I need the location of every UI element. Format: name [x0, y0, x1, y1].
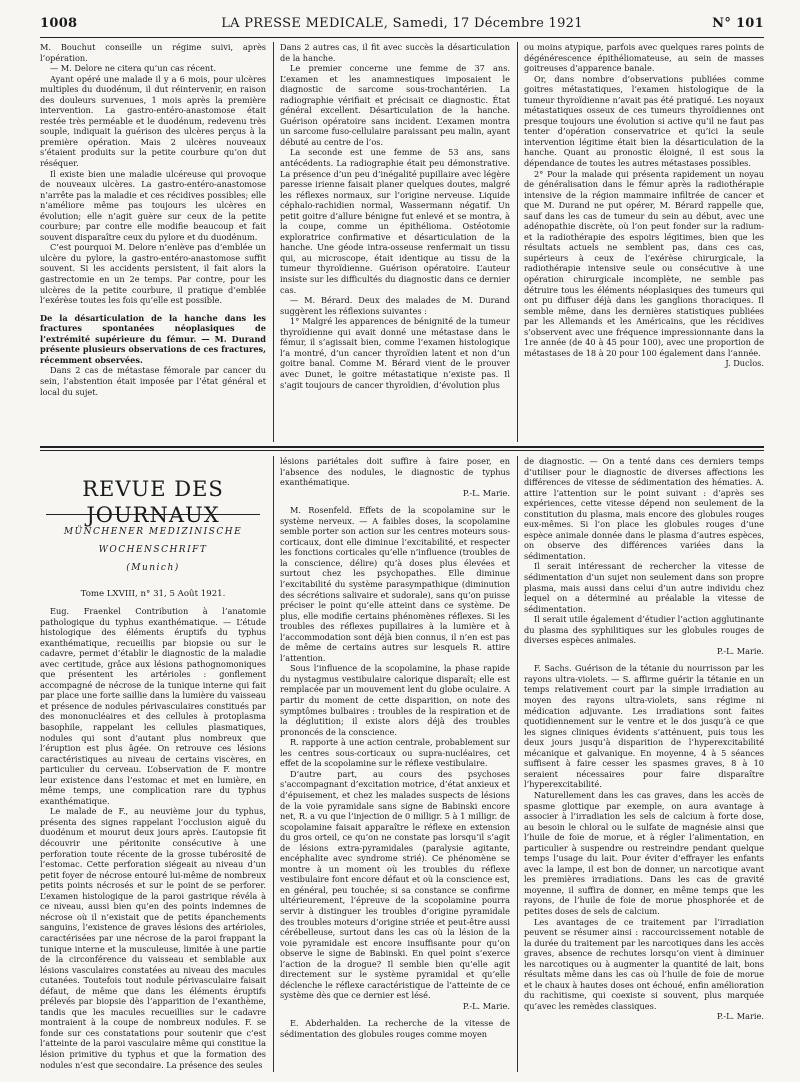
paragraph: Il existe bien une maladie ulcéreuse qui provoque de nouveaux ulcères. La gastro-entéro-anastomose n’arrête pas la maladie et ces récidives possibles; elle n’améliore même pas toujours les ulcères en évolution; elle n’agit guère sur ceux de la petite courbure; par contre elle modifie beaucoup et fait souvent disparaître ceux du pylore et du duodénum. [40, 168, 266, 242]
paragraph: Les avantages de ce traitement par l’irradiation peuvent se résumer ainsi : raccourcissement notable de la durée du traitement par les narcotiques dans les accès graves, absence de rechutes lorsqu’on vient à diminuer les narcotiques ou à augmenter la quantité de lait, bons résultats même dans les cas où l’huile de foie de morue et le chaux à hautes doses ont échoué, enfin amélioration du rachitisme, qui coexiste si souvent, plus marquée qu’avec les remèdes classiques. [524, 916, 764, 1011]
author-signature: P.-L. Marie. [716, 1011, 764, 1022]
author-signature: P.-L. Marie. [716, 645, 764, 656]
paragraph: de diagnostic. — On a tenté dans ces derniers temps d’utiliser pour le diagnostic de diverses affections les différences de vitesse de sédimentation des hématies. A. attire l’attention sur le point suivant : d’après ses expériences, cette vitesse dépend non seulement de la constitution du plasma, mais encore des globules rouges eux-mêmes. Si l’on place les globules rouges d’une espèce animale donnée dans le plasma d’autres espèces, on observe des différences variées dans la sédimentation. [524, 456, 764, 561]
journal-title: LA PRESSE MEDICALE, Samedi, 17 Décembre 1921 [221, 16, 583, 31]
paragraph: Il serait intéressant de rechercher la vitesse de sédimentation d’un sujet non seulement dans son propre plasma, mais aussi dans celui d’un autre individu chez lequel on a déterminé au préalable la vitesse de sédimentation. [524, 561, 764, 614]
column-divider [517, 42, 518, 442]
page-number: 1008 [40, 16, 78, 31]
page-header [40, 14, 764, 36]
bottom-column-1 [40, 606, 266, 1070]
paragraph: R. rapporte à une action centrale, probablement sur les centres sous-corticaux ou supra-nucléaires, cet effet de la scopolamine sur le réflexe vestibulaire. [280, 737, 510, 769]
issue-number: N° 101 [712, 16, 764, 31]
paragraph: Sous l’influence de la scopolamine, la phase rapide du nystagmus vestibulaire calorique disparaît; elle est remplacée par un mouvement lent du globe oculaire. A partir du moment de cette disparition, on note des symptômes bulbaires : troubles de la respiration et de la déglutition; il existe alors déjà des troubles prononcés de la conscience. [280, 663, 510, 737]
paragraph: D’autre part, au cours des psychoses s’accompagnant d’excitation motrice, d’état anxieux et d’épuisement, et chez les malades suspects de lésions de la voie pyramidale sans signe de Babinski encore net, R. a vu que l’injection de 0 milligr. 5 à 1 milligr. de scopolamine faisait apparaître le réflexe en extension du gros orteil, ce qu’on ne constate pas lorsqu’il s’agit de lésions extra-pyramidales (paralysie agitante, encéphalite avec syndrome strié). Ce phénomène se montre à un moment où les troubles du réflexe vestibulaire font encore défaut et où la conscience est, en général, peu touchée; si sa constance se confirme ultérieurement, l’épreuve de la scopolamine pourra servir à distinguer les troubles d’origine pyramidale des troubles moteurs d’origine striée et peut-être aussi cérébelleuse, surtout dans les cas où la lésion de la voie pyramidale est encore insuffisante pour qu’on observe le signe de Babinski. En quel point s’exerce l’action de la drogue? Il semble bien qu’elle agit directement sur le système pyramidal et qu’elle déclenche le réflexe caractéristique de l’atteinte de ce système dès que ce dernier est lésé. [280, 768, 510, 1001]
paragraph: M. Rosenfeld. Effets de la scopolamine sur le système nerveux. — A faibles doses, la scopolamine semble porter son action sur les centres moteurs sous-corticaux, dont elle diminue l’excitabilité, et respecter les fonctions corticales qu’elle n’influence (troubles de la conscience, délire) qu’à doses plus élevées et surtout chez les psychopathes. Elle diminue l’excitabilité du système parasympathique (diminution des sécrétions salivaire et sudorale), sans qu’on puisse préciser le point qu’elle atteint dans ce système. De plus, elle modifie certains phénomènes réflexes. Si les troubles des réflexes pupillaires à la lumière et à l’accommodation sont déjà bien connus, il n’en est pas de même de certains autres sur lesquels R. attire l’attention. [280, 505, 510, 663]
paragraph: Ayant opéré une malade il y a 6 mois, pour ulcères multiples du duodénum, il dut réintervenir, en raison des douleurs survenues, 1 mois après la première intervention. La gastro-entéro-anastomose était restée très perméable et le duodénum, redevenu très souple, indiquait la guérison des ulcères perçus à la première opération. Mais 2 ulcères nouveaux s’étaient produits sur la petite courbure qu’on dut réséquer. [40, 73, 266, 169]
paragraph: F. Sachs. Guérison de la tétanie du nourrisson par les rayons ultra-violets. — S. affirme guérir la tétanie en un temps relativement court par la simple irradiation au moyen des rayons ultra-violets, sans régime ni médication adjuvante. Les irradiations sont faites quotidiennement sur le ventre et le dos jusqu’à ce que les signes cliniques évidents s’atténuent, puis tous les deux jours jusqu’à disparition de l’hyperexcitabilité mécanique et galvanique. En moyenne, 4 à 5 séances suffisent à faire cesser les spasmes graves, 8 à 10 seraient nécessaires pour faire disparaître l’hyperexcitabilité. [524, 663, 764, 790]
paragraph: C’est pourquoi M. Delore n’enlève pas d’emblée un ulcère du pylore, la gastro-entéro-anastomose suffit souvent. Si les accidents persistent, il fait alors la gastrectomie en un 2e temps. Par contre, pour les ulcères de la petite courbure, il pratique d’emblée l’exérèse toutes les fois qu’elle est possible. [40, 242, 266, 306]
title-rule [46, 514, 260, 515]
paragraph: ou moins atypique, parfois avec quelques rares points de dégénérescence épithéliomateuse, au sein de masses goitreuses d’apparence banale. [524, 42, 764, 74]
paragraph: 1° Malgré les apparences de bénignité de la tumeur thyroïdienne qui avait donné une métastase dans le fémur, il s’agissait bien, comme l’examen histologique l’a montré, d’un cancer thyroïdien latent et non d’un goitre banal. Comme M. Bérard vient de le prouver avec Dunet, le goitre métastatique n’existe pas. Il s’agit toujours de cancer thyroïdien, d’évolution plus [280, 316, 510, 390]
section-heading-paragraph: De la désarticulation de la hanche dans les fractures spontanées néoplasiques de l’extrémité supérieure du fémur. — M. Durand présente plusieurs observations de ces fractures, récemment observées. [40, 312, 266, 365]
journal-name-line-2: WOCHENSCHRIFT [98, 545, 208, 555]
paragraph: — M. Bérard. Deux des malades de M. Durand suggèrent les réflexions suivantes : [280, 295, 510, 316]
bottom-column-3 [524, 456, 764, 1022]
journal-name-line-1: MÜNCHENER MEDIZINISCHE [63, 527, 243, 537]
header-rule [40, 37, 764, 38]
column-divider [273, 42, 274, 442]
journal-city: (Munich) [126, 563, 180, 573]
paragraph: Eug. Fraenkel Contribution à l’anatomie pathologique du typhus exanthématique. — L’étude histologique des éléments éruptifs du typhus exanthématique, recueillis par biopsie ou sur le cadavre, permet d’établir le diagnostic de la maladie avec certitude, grâce aux lésions pathognomoniques que présentent les artérioles : gonflement accompagné de nécrose de la tunique interne qui fait par place une forte saillie dans la lumière du vaisseau et présence de nodules périvasculaires constitués par des mononucléaires et des cellules à protoplasma basophile, rappelant les cellules plasmatiques, nodules qui sont d’autant plus nombreux que l’éruption est plus âgée. On retrouve ces lésions caractéristiques au niveau de certains viscères, en particulier du cerveau. L’observation de F. montre leur existence dans l’estomac et met en lumière, en même temps, une complication rare du typhus exanthématique. [40, 606, 266, 806]
section-title: REVUE DES JOURNAUX [82, 477, 224, 527]
column-divider [273, 456, 274, 1072]
paragraph: Naturellement dans les cas graves, dans les accès de spasme glottique par exemple, on aura avantage à associer à l’irradiation les sels de calcium à forte dose, au besoin le chloral ou le sulfate de magnésie ainsi que l’huile de foie de morue, et à régler l’alimentation, en particulier à suspendre ou restreindre pendant quelque temps l’usage du lait. Pour éviter d’effrayer les enfants avec la lampe, il est bon de donner, un narcotique avant les premières irradiations. Dans les cas de gravité moyenne, il suffira de donner, en même temps que les rayons, de l’huile de foie de morue phosphorée et de petites doses de sels de calcium. [524, 789, 764, 916]
paragraph: Dans 2 cas de métastase fémorale par cancer du sein, l’abstention était imposée par l’état général et local du sujet. [40, 365, 266, 397]
issue-reference: Tome LXVIII, n° 31, 5 Août 1921. [80, 589, 226, 599]
paragraph: Le premier concerne une femme de 37 ans. L’examen et les anamnestiques imposaient le diagnostic de sarcome sous-trochantérien. La radiographie vérifiait et précisait ce diagnostic. État général excellent. Désarticulation de la hanche. Guérison opératoire sans incident. L’examen montra un sarcome fuso-cellulaire paraissant peu malin, ayant débuté au centre de l’os. [280, 63, 510, 147]
paragraph: lésions pariétales doit suffire à faire poser, en l’absence des nodules, le diagnostic de typhus exanthématique. [280, 456, 510, 488]
paragraph: La seconde est une femme de 53 ans, sans antécédents. La radiographie était peu démonstrative. La présence d’un peu d’inégalité pupillaire avec légère paresse irienne faisait planer quelques doutes, malgré les réflexes normaux, sur l’origine nerveuse. Liquide céphalo-rachidien normal, Wassermann négatif. Un petit goitre d’allure bénigne fut enlevé et se montra, à la coupe, comme un épithélioma. Ostéotomie exploratrice confirmative et désarticulation de la hanche. Une géode intra-osseuse renfermait un tissu qui, au microscope, était identique au tissu de la tumeur thyroïdienne. Guérison opératoire. L’auteur insiste sur les difficultés du diagnostic dans ce dernier cas. [280, 147, 510, 295]
author-signature: P.-L. Marie. [462, 487, 510, 498]
author-signature: P.-L. Marie. [462, 1000, 510, 1011]
top-column-2 [280, 42, 510, 390]
paragraph: — M. Delore ne citera qu’un cas récent. [50, 63, 217, 74]
paragraph: 2° Pour la malade qui présenta rapidement un noyau de généralisation dans le fémur après la radiothérapie intensive de la région mammaire infiltrée de cancer et que M. Durand ne put opérer, M. Bérard rappelle que, sauf dans les cas de tumeur du sein au début, avec une adénopathie discrète, où l’on peut fonder sur la radium- et la radiothérapie des espoirs légitimes, bien que les résultats actuels ne semblent pas, dans ces cas, supérieurs à ceux de l’exérèse chirurgicale, la radiothérapie intensive seule ou consécutive à une opération chirurgicale incomplète, ne semble pas détruire tous les éléments néoplasiques des tumeurs qui ont pu diffuser déjà dans les ganglions thoraciques. Il semble même, dans les dernières statistiques publiées par les Allemands et les Américains, que les récidives s’observent avec une fréquence impressionnante dans la 1re année (de 40 à 45 pour 100), avec une proportion de métastases de 18 à 20 pour 100 également dans l’année. [524, 168, 764, 358]
top-column-1 [40, 42, 266, 397]
author-signature: J. Duclos. [725, 358, 764, 369]
paragraph: E. Abderhalden. La recherche de la vitesse de sédimentation des globules rouges comme moyen [280, 1018, 510, 1039]
paragraph: Or, dans nombre d’observations publiées comme goitres métastatiques, l’examen histologique de la tumeur thyroïdienne n’avait pas été pratiqué. Les noyaux métastatiques osseux de ces tumeurs thyroïdiennes ont presque toujours une évolution si active qu’il ne faut pas tenter d’opération conservatrice et qu’ici la seule intervention légitime était bien la désarticulation de la hanche. Quant au pronostic éloigné, il est sous la dépendance de toutes les autres métastases possibles. [524, 73, 764, 169]
paragraph: M. Bouchut conseille un régime suivi, après l’opération. [40, 42, 266, 63]
paragraph: Dans 2 autres cas, il fit avec succès la désarticulation de la hanche. [280, 42, 510, 63]
paragraph: Il serait utile également d’étudier l’action agglutinante du plasma des syphilitiques sur les globules rouges de diverses espèces animales. [524, 614, 764, 646]
newspaper-page [40, 14, 764, 1074]
column-divider [517, 456, 518, 1072]
top-column-3 [524, 42, 764, 369]
paragraph: Le malade de F., au neuvième jour du typhus, présenta des signes rappelant l’occlusion aiguë du duodénum et mourut deux jours après. L’autopsie fit découvrir une péritonite consécutive à une perforation toute récente de la grosse tubérosité de l’estomac. Cette perforation siégeait au niveau d’un petit foyer de nécrose entouré lui-même de nombreux petits points nécrosés et sur le point de se perforer. L’examen histologique de la paroi gastrique révéla à ce niveau, aussi bien qu’en des points indemnes de nécrose où il n’existait que de petits épanchements sanguins, l’existence de graves lésions des artérioles, caractérisées par une nécrose de la paroi frappant la tunique interne et la musculeuse, limitée à une partie de la circonférence du vaisseau et semblable aux lésions vasculaires constatées au niveau des macules cutanées. Toutefois tout nodule périvasculaire faisait défaut, de même que dans les éléments éruptifs prélevés par biopsie dès l’apparition de l’exanthème, tandis que les macules recueillies sur le cadavre montraient à la coupe de nombreux nodules. F. se fonde sur ces constatations pour soutenir que c’est l’atteinte de la paroi vasculaire même qui constitue la lésion primitive du typhus et que la formation des nodules n’est que secondaire. La présence des seules [40, 806, 266, 1070]
section-rule-thick [40, 446, 764, 448]
section-rule-thin [40, 450, 764, 451]
bottom-column-2 [280, 456, 510, 1040]
